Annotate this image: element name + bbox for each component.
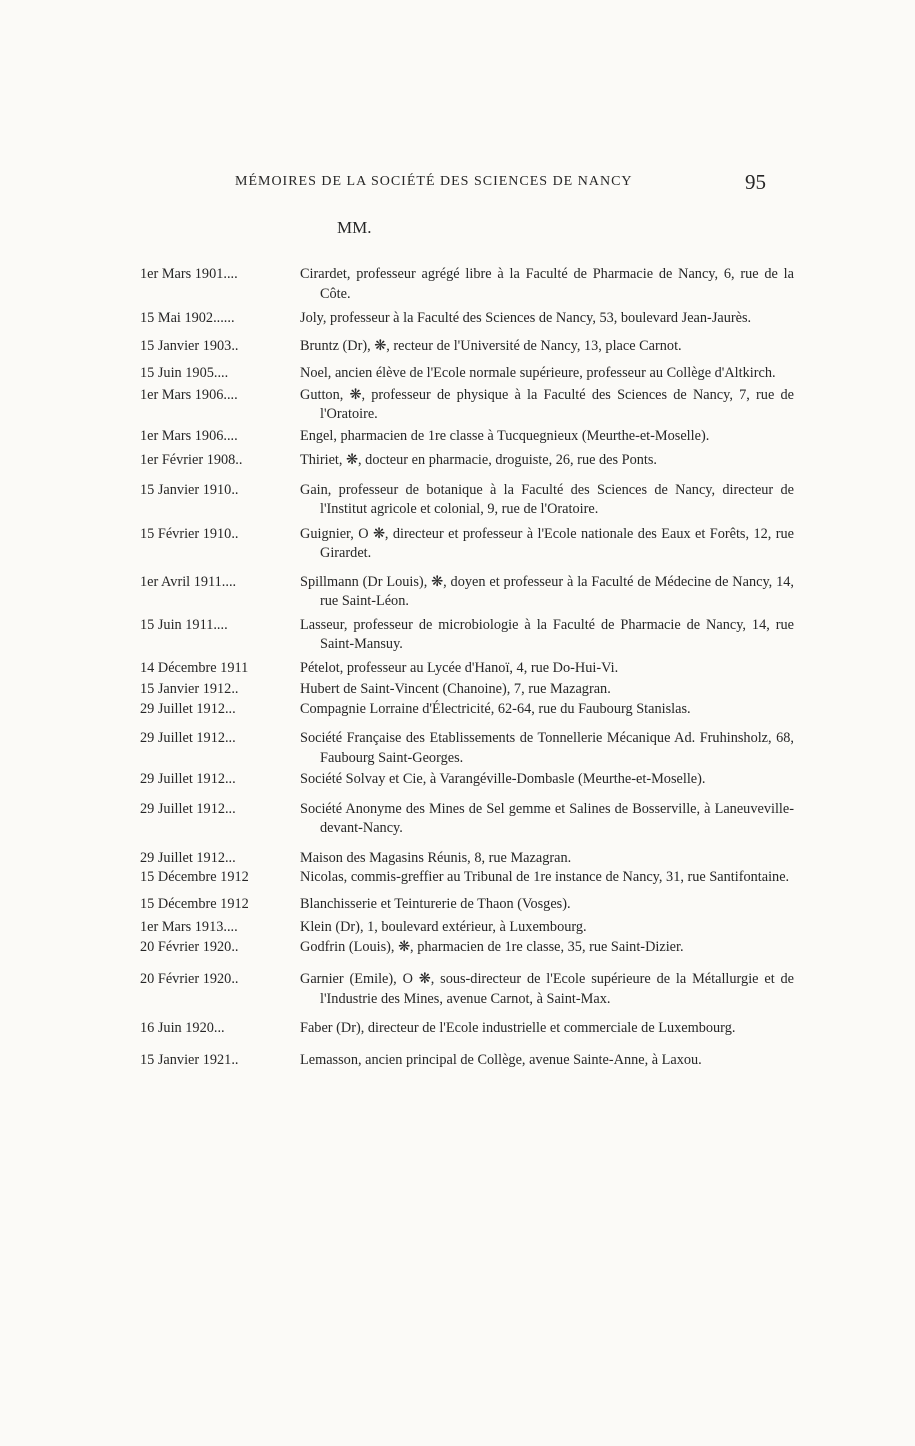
list-item bbox=[0, 1019, 915, 1039]
list-item bbox=[0, 895, 915, 915]
entry-date: 29 Juillet 1912... bbox=[140, 771, 236, 787]
entry-date: 29 Juillet 1912... bbox=[140, 730, 236, 746]
list-item bbox=[0, 337, 915, 357]
entry-text: Cirardet, professeur agrégé libre à la Faculté de Pharmacie de Nancy, 6, rue de la Côte. bbox=[300, 266, 794, 302]
entry-text: Spillmann (Dr Louis), ❋, doyen et professeur à la Faculté de Médecine de Nancy, 14, rue Saint-Léon. bbox=[300, 573, 794, 609]
list-item bbox=[0, 309, 915, 329]
entry-date: 14 Décembre 1911 bbox=[140, 659, 249, 676]
list-item bbox=[0, 525, 915, 564]
list-item bbox=[0, 616, 915, 655]
page-number: 95 bbox=[745, 170, 766, 194]
entry-text: Blanchisserie et Teinturerie de Thaon (Vosges). bbox=[300, 895, 571, 912]
list-item bbox=[0, 265, 915, 304]
entry-text: Gutton, ❋, professeur de physique à la Faculté des Sciences de Nancy, 7, rue de l'Oratoire. bbox=[300, 386, 794, 422]
entry-text: Noel, ancien élève de l'Ecole normale supérieure, professeur au Collège d'Altkirch. bbox=[300, 365, 776, 381]
list-item bbox=[0, 970, 915, 1009]
list-item bbox=[0, 364, 915, 384]
entry-text: Godfrin (Louis), ❋, pharmacien de 1re classe, 35, rue Saint-Dizier. bbox=[300, 938, 684, 955]
entry-text: Faber (Dr), directeur de l'Ecole industrielle et commerciale de Luxembourg. bbox=[300, 1020, 736, 1036]
entry-text: Thiriet, ❋, docteur en pharmacie, droguiste, 26, rue des Ponts. bbox=[300, 452, 657, 468]
entry-date: 29 Juillet 1912... bbox=[140, 800, 236, 817]
list-item bbox=[0, 729, 915, 768]
entry-date: 15 Décembre 1912 bbox=[140, 869, 249, 885]
entry-date: 29 Juillet 1912... bbox=[140, 849, 236, 866]
entry-text: Lemasson, ancien principal de Collège, avenue Sainte-Anne, à Laxou. bbox=[300, 1051, 702, 1068]
entry-date: 1er Mars 1901.... bbox=[140, 266, 238, 282]
entry-date: 15 Décembre 1912 bbox=[140, 895, 249, 912]
running-title: MÉMOIRES DE LA SOCIÉTÉ DES SCIENCES DE NANCY bbox=[235, 174, 633, 189]
entry-date: 15 Janvier 1912.. bbox=[140, 681, 239, 697]
entry-date: 20 Février 1920.. bbox=[140, 938, 239, 955]
entry-date: 16 Juin 1920... bbox=[140, 1020, 225, 1036]
entry-text: Maison des Magasins Réunis, 8, rue Mazagran. bbox=[300, 849, 572, 866]
entry-text: Compagnie Lorraine d'Électricité, 62-64, rue du Faubourg Stanislas. bbox=[300, 700, 691, 717]
list-item bbox=[0, 573, 915, 612]
entry-date: 15 Janvier 1910.. bbox=[140, 481, 239, 498]
member-list bbox=[0, 265, 915, 1070]
entry-date: 1er Mars 1913.... bbox=[140, 919, 238, 935]
entry-text: Joly, professeur à la Faculté des Sciences de Nancy, 53, boulevard Jean-Jaurès. bbox=[300, 310, 752, 326]
entry-text: Société Anonyme des Mines de Sel gemme et Salines de Bosserville, à Laneuveville-devant-Nancy. bbox=[300, 800, 794, 836]
entry-date: 1er Avril 1911.... bbox=[140, 573, 237, 590]
entry-date: 20 Février 1920.. bbox=[140, 971, 239, 987]
entry-text: Guignier, O ❋, directeur et professeur à l'Ecole nationale des Eaux et Forêts, 12, rue Girardet. bbox=[300, 525, 794, 561]
entry-text: Gain, professeur de botanique à la Faculté des Sciences de Nancy, directeur de l'Institut agricole et colonial, 9, rue de l'Oratoire. bbox=[300, 481, 794, 517]
entry-text: Hubert de Saint-Vincent (Chanoine), 7, rue Mazagran. bbox=[300, 681, 611, 697]
entry-text: Nicolas, commis-greffier au Tribunal de 1re instance de Nancy, 31, rue Santifontaine. bbox=[300, 869, 790, 885]
entry-text: Lasseur, professeur de microbiologie à la Faculté de Pharmacie de Nancy, 14, rue Saint-Mansuy. bbox=[300, 616, 794, 652]
list-item bbox=[0, 918, 915, 938]
entry-date: 1er Mars 1906.... bbox=[140, 427, 238, 444]
list-item bbox=[0, 770, 915, 790]
list-heading: MM. bbox=[337, 218, 372, 237]
list-item bbox=[0, 938, 915, 958]
entry-text: Bruntz (Dr), ❋, recteur de l'Université de Nancy, 13, place Carnot. bbox=[300, 337, 682, 354]
list-item bbox=[0, 1051, 915, 1071]
list-item bbox=[0, 849, 915, 869]
list-item bbox=[0, 800, 915, 839]
entry-date: 15 Février 1910.. bbox=[140, 525, 239, 542]
entry-text: Klein (Dr), 1, boulevard extérieur, à Luxembourg. bbox=[300, 919, 587, 935]
entry-date: 15 Juin 1905.... bbox=[140, 365, 229, 381]
list-item bbox=[0, 481, 915, 520]
entry-text: Pételot, professeur au Lycée d'Hanoï, 4, rue Do-Hui-Vi. bbox=[300, 659, 619, 676]
list-item bbox=[0, 680, 915, 700]
list-item bbox=[0, 386, 915, 425]
entry-text: Garnier (Emile), O ❋, sous-directeur de l'Ecole supérieure de la Métallurgie et de l'Industrie des Mines, avenue Carnot, à Saint-Max. bbox=[300, 971, 794, 1007]
entry-date: 15 Janvier 1903.. bbox=[140, 337, 239, 354]
entry-date: 15 Mai 1902...... bbox=[140, 310, 235, 326]
entry-text: Société Solvay et Cie, à Varangéville-Dombasle (Meurthe-et-Moselle). bbox=[300, 771, 706, 787]
entry-date: 1er Février 1908.. bbox=[140, 452, 243, 468]
entry-date: 15 Janvier 1921.. bbox=[140, 1051, 239, 1068]
entry-date: 29 Juillet 1912... bbox=[140, 700, 236, 717]
list-item bbox=[0, 700, 915, 720]
entry-date: 15 Juin 1911.... bbox=[140, 616, 228, 633]
list-item bbox=[0, 868, 915, 888]
list-item bbox=[0, 451, 915, 471]
list-item bbox=[0, 427, 915, 447]
entry-text: Société Française des Etablissements de Tonnellerie Mécanique Ad. Fruhinsholz, 68, Faubourg Saint-Georges. bbox=[300, 730, 794, 766]
list-item bbox=[0, 659, 915, 679]
entry-text: Engel, pharmacien de 1re classe à Tucquegnieux (Meurthe-et-Moselle). bbox=[300, 427, 710, 444]
running-head bbox=[0, 170, 915, 200]
entry-date: 1er Mars 1906.... bbox=[140, 386, 238, 403]
